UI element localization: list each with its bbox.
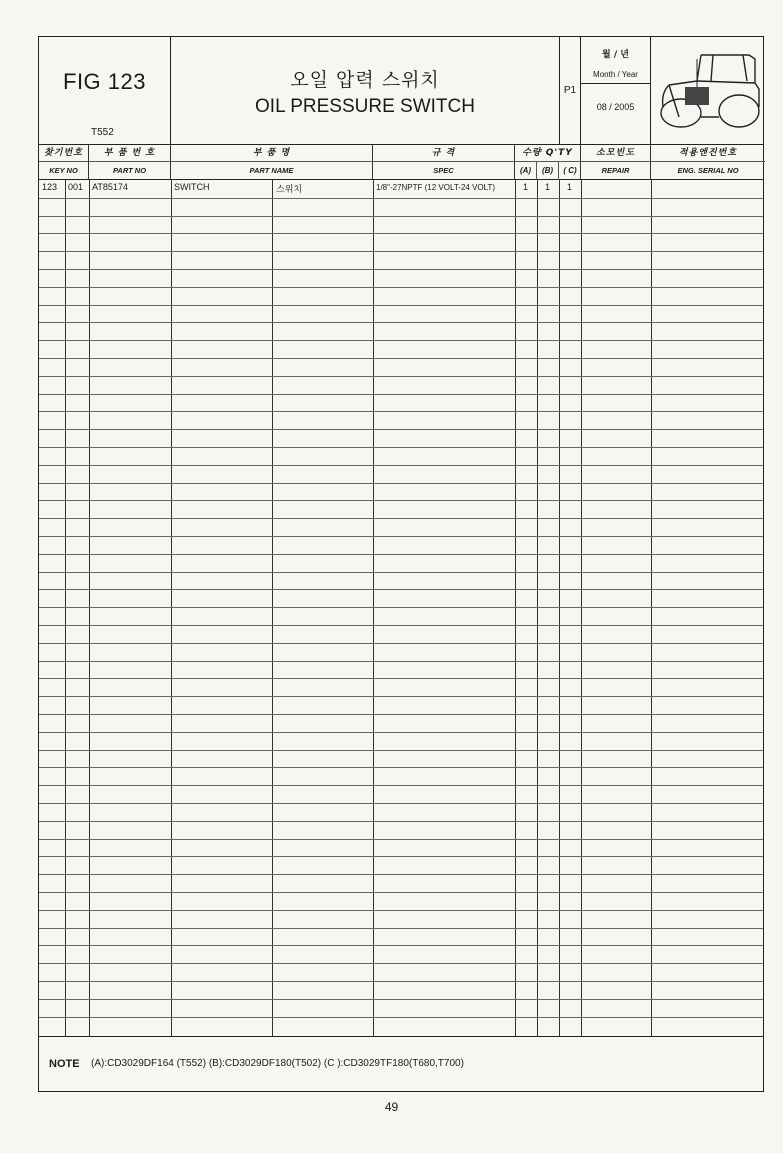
header-repair: [581, 145, 651, 180]
row-rule: [39, 981, 763, 982]
header-part-name: [171, 145, 373, 180]
page-code: P1: [560, 37, 581, 145]
row-rule: [39, 287, 763, 288]
row-rule: [39, 216, 763, 217]
header-key-no-en: KEY NO: [49, 166, 78, 175]
row-rule: [39, 500, 763, 501]
row-rule: [39, 376, 763, 377]
row-rule: [39, 750, 763, 751]
row-spec: 1/8"-27NPTF (12 VOLT-24 VOLT): [376, 183, 496, 192]
header-qty-b: (B): [537, 162, 559, 180]
table-row: [39, 180, 763, 198]
header-spec-ko: 규 격: [373, 145, 514, 162]
row-rule: [39, 483, 763, 484]
header-qty-c: ( C): [563, 166, 577, 175]
row-qty-a: 1: [523, 182, 529, 192]
title-korean: 오일 압력 스위치: [290, 69, 440, 91]
row-rule: [39, 358, 763, 359]
row-rule: [39, 305, 763, 306]
row-rule: [39, 732, 763, 733]
header-key-no: [39, 145, 89, 180]
figure-number: FIG 123: [63, 69, 146, 94]
row-rule: [39, 856, 763, 857]
note-label: NOTE: [49, 1058, 80, 1070]
row-rule: [39, 198, 763, 199]
row-rule: [39, 767, 763, 768]
note-section: [39, 1036, 763, 1091]
row-rule: [39, 945, 763, 946]
row-part-name-ko: 스위치: [276, 185, 303, 195]
row-rule: [39, 696, 763, 697]
row-rule: [39, 340, 763, 341]
row-part-no: AT85174: [92, 182, 128, 192]
header-part-no-en: PART NO: [112, 166, 147, 175]
row-rule: [39, 536, 763, 537]
row-rule: [39, 892, 763, 893]
row-part-name-en: SWITCH: [174, 182, 210, 192]
row-rule: [39, 661, 763, 662]
row-rule: [39, 233, 763, 234]
header-serial-ko: 적용엔진번호: [651, 145, 765, 162]
header-part-name-en: PART NAME: [249, 166, 294, 175]
row-rule: [39, 394, 763, 395]
row-rule: [39, 447, 763, 448]
row-rule: [39, 839, 763, 840]
row-rule: [39, 821, 763, 822]
row-sub-key: 001: [68, 182, 84, 192]
header-repair-en: REPAIR: [601, 166, 630, 175]
header-qty-a: (A): [515, 162, 537, 180]
header-part-no: [89, 145, 171, 180]
header-repair-ko: 소모빈도: [581, 145, 650, 162]
title-box: [171, 37, 560, 145]
row-rule: [39, 874, 763, 875]
row-qty-c: 1: [567, 182, 573, 192]
header-part-name-ko: 부 품 명: [171, 145, 372, 162]
date-label-english: Month / Year: [581, 70, 650, 84]
row-rule: [39, 625, 763, 626]
row-rule: [39, 963, 763, 964]
header-key-no-ko: 찾기번호: [39, 145, 88, 162]
row-rule: [39, 607, 763, 608]
row-rule: [39, 678, 763, 679]
row-rule: [39, 803, 763, 804]
row-rule: [39, 411, 763, 412]
row-rule: [39, 999, 763, 1000]
row-rule: [39, 589, 763, 590]
row-rule: [39, 714, 763, 715]
header-spec-en: SPEC: [433, 166, 454, 175]
header-serial-en: ENG. SERIAL NO: [677, 166, 739, 175]
row-rule: [39, 251, 763, 252]
note-text: (A):CD3029DF164 (T552) (B):CD3029DF180(T502) (C ):CD3029TF180(T680,T700): [91, 1058, 464, 1069]
parts-table-body: [39, 180, 763, 1036]
row-rule: [39, 518, 763, 519]
row-rule: [39, 429, 763, 430]
row-rule: [39, 643, 763, 644]
row-rule: [39, 465, 763, 466]
row-rule: [39, 322, 763, 323]
date-box: [581, 37, 651, 145]
header-part-no-ko: 부 품 번 호: [89, 145, 170, 162]
page-number: 49: [384, 1100, 399, 1114]
title-english: OIL PRESSURE SWITCH: [255, 96, 475, 117]
figure-box: [39, 37, 171, 145]
header-serial: [651, 145, 765, 180]
row-rule: [39, 910, 763, 911]
date-label-korean: 월 / 년: [602, 50, 629, 60]
row-rule: [39, 1017, 763, 1018]
tractor-illustration-icon: [651, 37, 765, 145]
header-qty-ko: 수량 Q'TY: [515, 145, 580, 162]
sheet-header: [39, 37, 763, 145]
header-spec: [373, 145, 515, 180]
date-value: 08 / 2005: [596, 102, 635, 112]
row-rule: [39, 928, 763, 929]
row-rule: [39, 785, 763, 786]
column-headers: [39, 145, 763, 180]
parts-sheet: [38, 36, 764, 1092]
model-label: T552: [91, 127, 114, 138]
row-rule: [39, 572, 763, 573]
row-qty-b: 1: [545, 182, 551, 192]
row-rule: [39, 269, 763, 270]
row-key: 123: [42, 182, 58, 192]
row-rule: [39, 554, 763, 555]
